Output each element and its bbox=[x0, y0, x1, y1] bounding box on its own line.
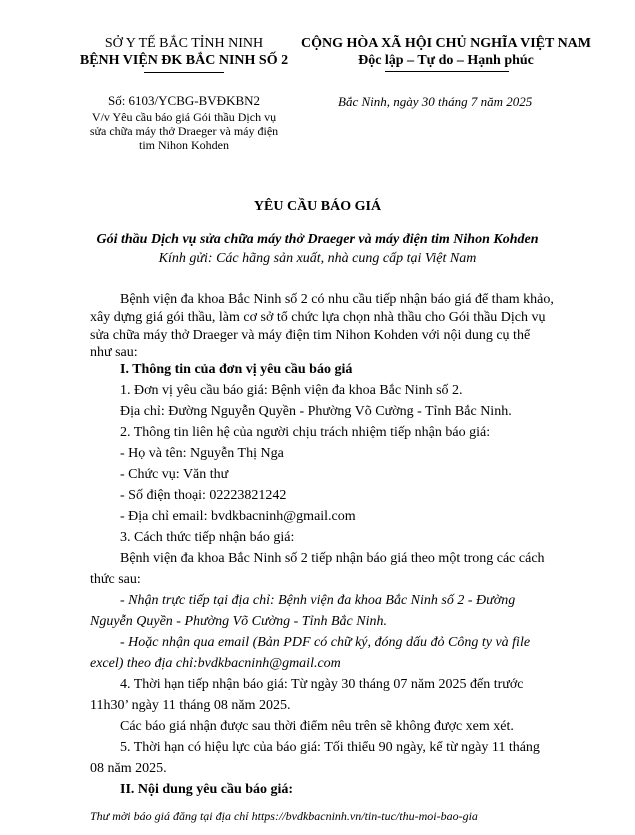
subject-line-1: V/v Yêu cầu báo giá Gói thầu Dịch vụ bbox=[91, 110, 277, 124]
nation-title: CỘNG HÒA XÃ HỘI CHỦ NGHĨA VIỆT NAM bbox=[300, 36, 591, 51]
mail-line-2: excel) theo địa chỉ:bvdkbacninh@gmail.com bbox=[90, 656, 341, 671]
document-subtitle: Gói thầu Dịch vụ sửa chữa máy thở Draeger và máy điện tim Nihon Kohden bbox=[96, 232, 539, 247]
contact-phone: - Số điện thoại: 02223821242 bbox=[120, 488, 287, 503]
org-underline bbox=[144, 72, 224, 73]
method-line-2: thức sau: bbox=[90, 572, 141, 587]
motto-underline bbox=[385, 71, 509, 72]
section-1-item-3: 3. Cách thức tiếp nhận báo giá: bbox=[120, 530, 295, 545]
org-name: BỆNH VIỆN ĐK BẮC NINH SỐ 2 bbox=[79, 53, 289, 68]
footer-note: Thư mời báo giá đăng tại địa chỉ https://bvdkbacninh.vn/tin-tuc/thu-moi-bao-gia bbox=[90, 809, 478, 823]
subject-line-3: tim Nihon Kohden bbox=[139, 138, 229, 152]
direct-line-2: Nguyễn Quyền - Phường Võ Cường - Tỉnh Bắc Ninh. bbox=[90, 614, 387, 629]
contact-name: - Họ và tên: Nguyễn Thị Nga bbox=[120, 446, 284, 461]
section-1-heading: I. Thông tin của đơn vị yêu cầu báo giá bbox=[120, 362, 353, 377]
contact-email: - Địa chỉ email: bvdkbacninh@gmail.com bbox=[120, 509, 356, 524]
late-note: Các báo giá nhận được sau thời điểm nêu trên sẽ không được xem xét. bbox=[120, 719, 514, 734]
place-date: Bắc Ninh, ngày 30 tháng 7 năm 2025 bbox=[338, 94, 533, 109]
direct-line-1: - Nhận trực tiếp tại địa chỉ: Bệnh viện đa khoa Bắc Ninh số 2 - Đường bbox=[120, 593, 516, 608]
intro-line-4: như sau: bbox=[90, 345, 138, 360]
intro-line-2: xây dựng giá gói thầu, làm cơ sở tổ chức lựa chọn nhà thầu cho Gói thầu Dịch vụ bbox=[90, 310, 546, 325]
intro-line-3: sửa chữa máy thở Draeger và máy điện tim Nihon Kohden với nội dung cụ thể bbox=[90, 328, 531, 343]
deadline-line-2: 11h30’ ngày 11 tháng 08 năm 2025. bbox=[90, 698, 291, 713]
motto: Độc lập – Tự do – Hạnh phúc bbox=[358, 53, 534, 68]
section-1-item-2: 2. Thông tin liên hệ của người chịu trách nhiệm tiếp nhận báo giá: bbox=[120, 425, 491, 440]
mail-line-1: - Hoặc nhận qua email (Bản PDF có chữ ký, đóng dấu đỏ Công ty và file bbox=[120, 635, 531, 650]
validity-line-2: 08 năm 2025. bbox=[90, 761, 167, 776]
section-2-heading: II. Nội dung yêu cầu báo giá: bbox=[120, 782, 294, 797]
validity-line-1: 5. Thời hạn có hiệu lực của báo giá: Tối thiểu 90 ngày, kể từ ngày 11 tháng bbox=[120, 740, 540, 755]
document-title: YÊU CẦU BÁO GIÁ bbox=[253, 199, 382, 214]
subject-line-2: sửa chữa máy thở Draeger và máy điện bbox=[89, 124, 279, 138]
section-1-item-1: 1. Đơn vị yêu cầu báo giá: Bệnh viện đa khoa Bắc Ninh số 2. bbox=[120, 383, 463, 398]
section-1-address: Địa chỉ: Đường Nguyễn Quyền - Phường Võ Cường - Tỉnh Bắc Ninh. bbox=[120, 404, 512, 419]
intro-line-1: Bệnh viện đa khoa Bắc Ninh số 2 có nhu cầu tiếp nhận báo giá để tham khảo, bbox=[120, 292, 554, 307]
doc-number: Số: 6103/YCBG-BVĐKBN2 bbox=[107, 93, 261, 108]
contact-position: - Chức vụ: Văn thư bbox=[120, 467, 229, 482]
org-parent: SỞ Y TẾ BẮC TỈNH NINH bbox=[104, 36, 264, 51]
greeting: Kính gửi: Các hãng sản xuất, nhà cung cấp tại Việt Nam bbox=[158, 251, 477, 266]
method-line-1: Bệnh viện đa khoa Bắc Ninh số 2 tiếp nhận báo giá theo một trong các cách bbox=[120, 551, 545, 566]
deadline-line-1: 4. Thời hạn tiếp nhận báo giá: Từ ngày 30 tháng 07 năm 2025 đến trước bbox=[120, 677, 524, 692]
